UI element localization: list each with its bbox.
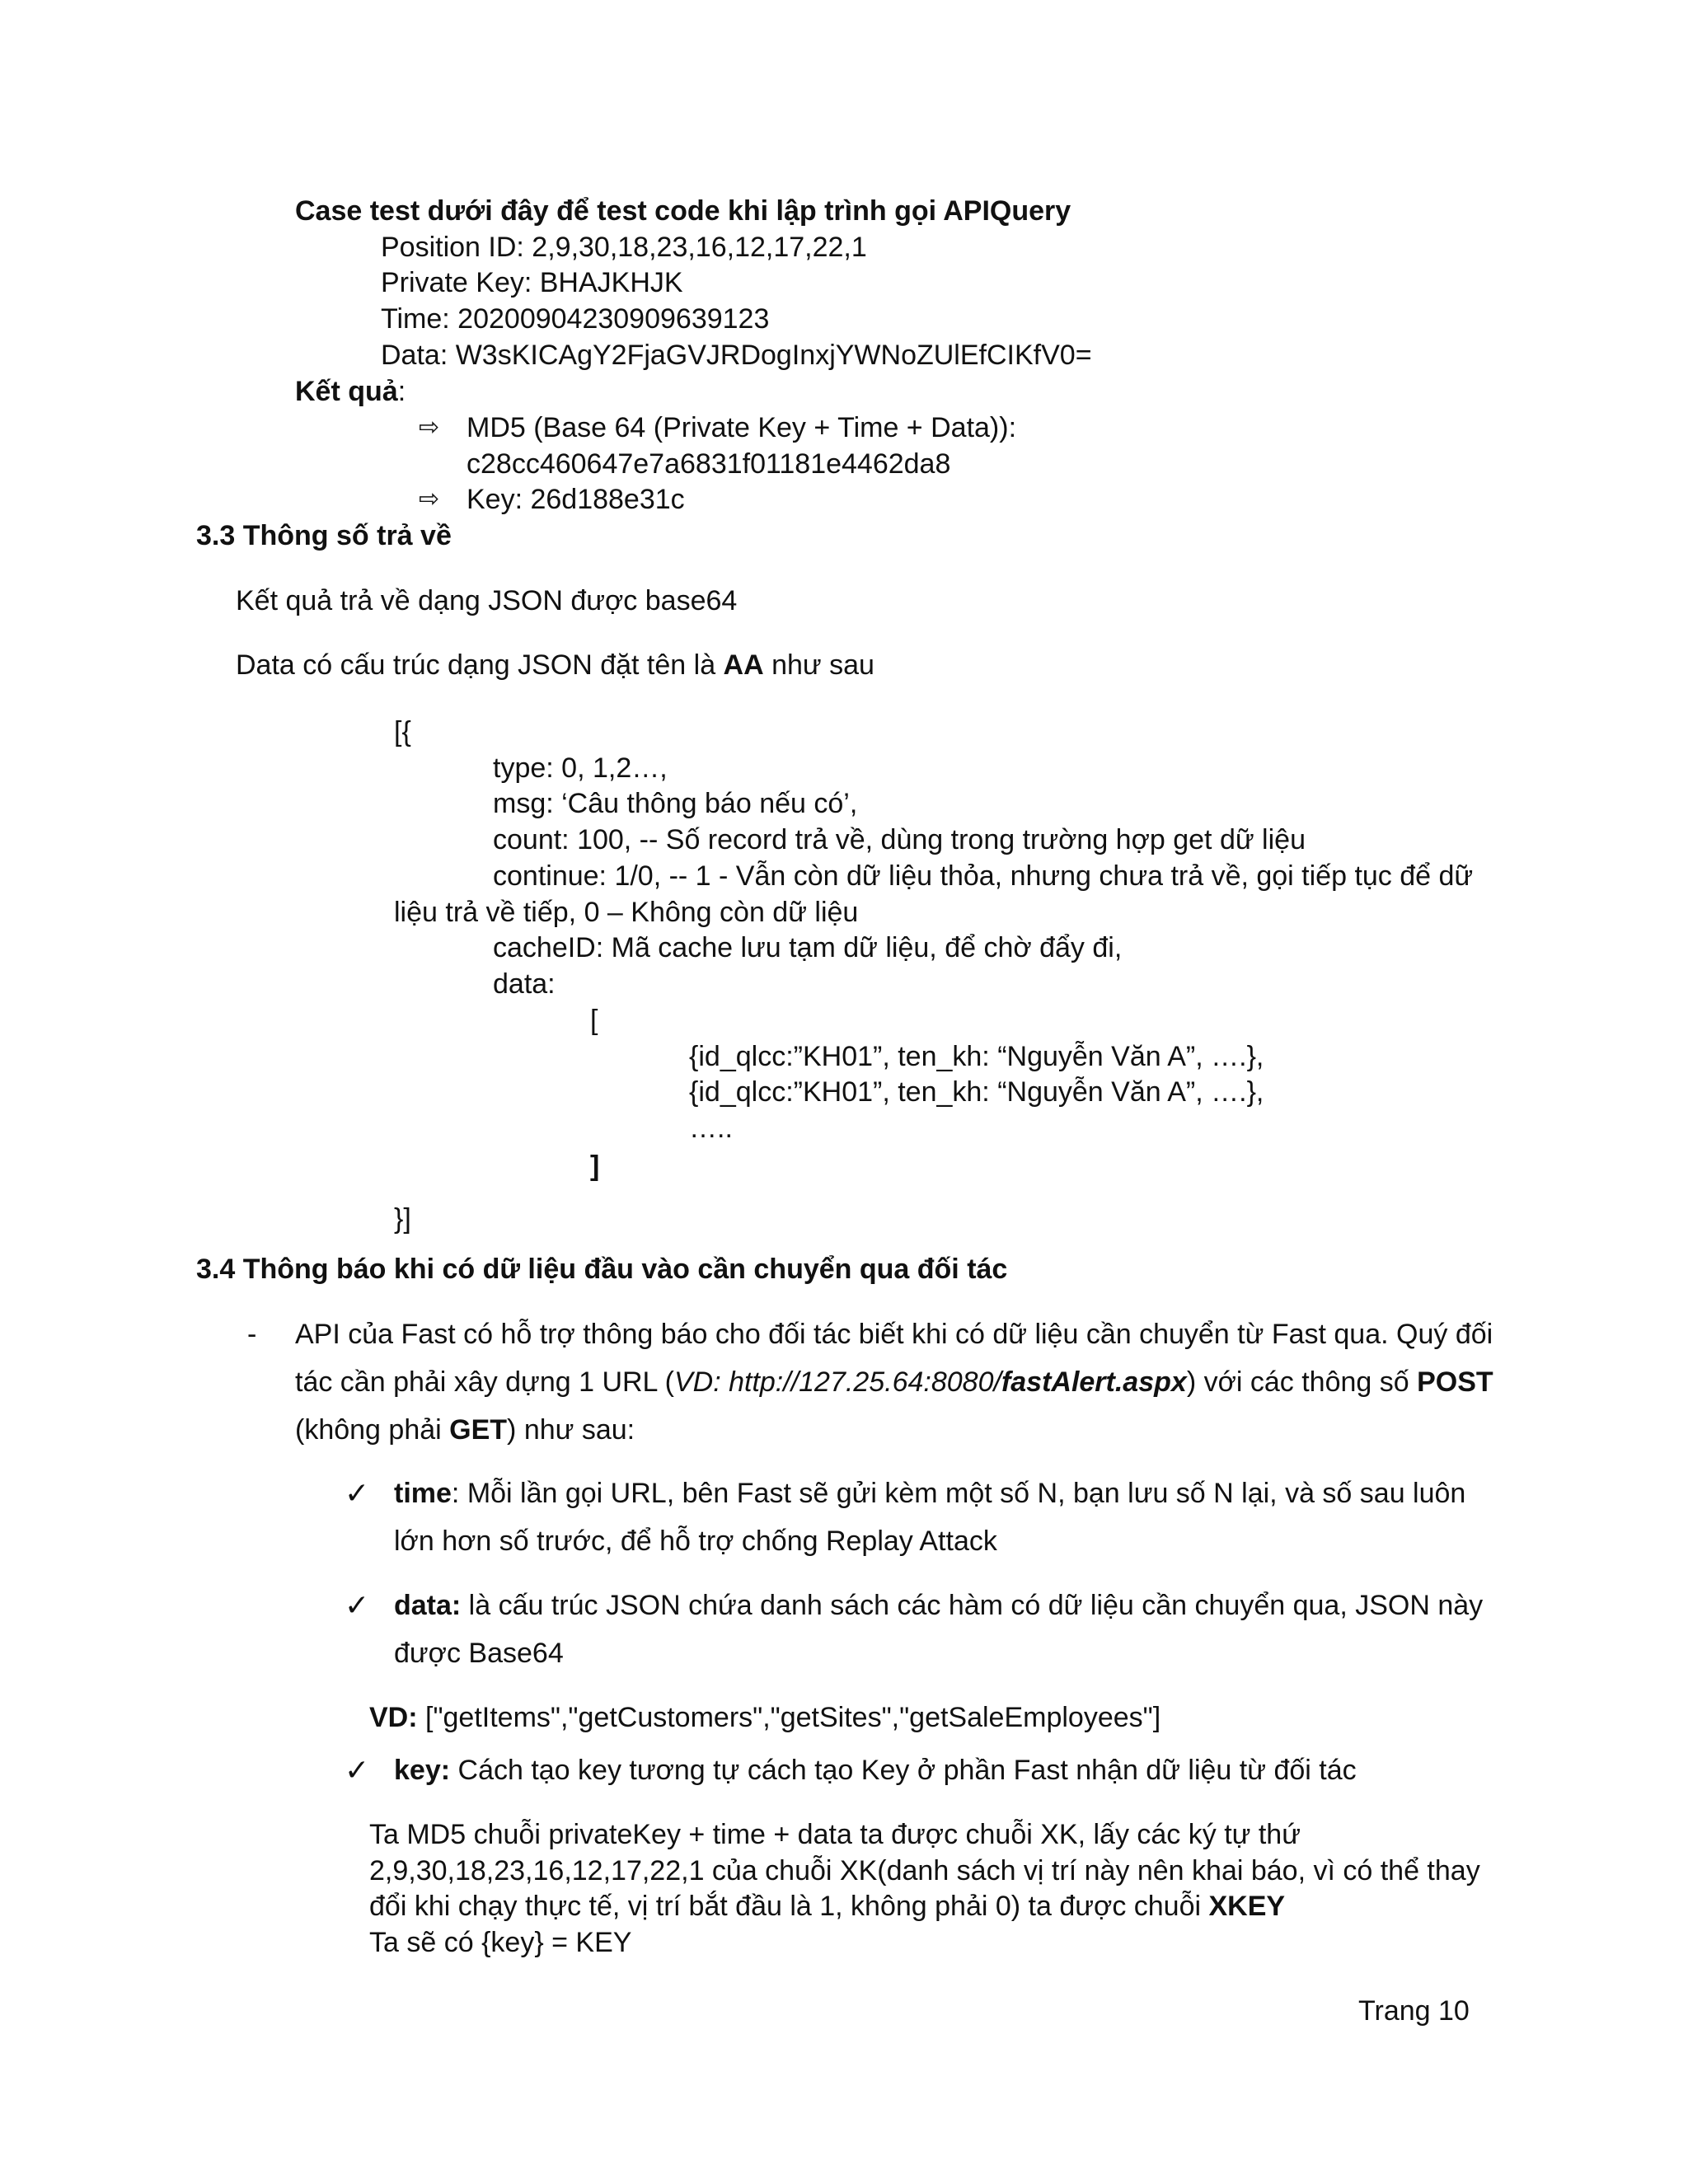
bullet-dash: - — [247, 1319, 257, 1350]
example-line — [369, 1699, 1160, 1736]
data-param-line-2: được Base64 — [394, 1638, 564, 1669]
section-3-3-paragraph-2 — [236, 647, 874, 683]
intro3-pre: (không phải — [295, 1414, 450, 1446]
json-cacheid-line: cacheID: Mã cache lưu tạm dữ liệu, để chờ đẩy đi, — [493, 932, 1123, 963]
test-case-heading: Case test dưới đây để test code khi lập trình gọi APIQuery — [295, 195, 1071, 227]
key-explain-pre: đổi khi chạy thực tế, vị trí bắt đầu là 1, không phải 0) ta được chuỗi — [369, 1891, 1209, 1922]
json-msg-line: msg: ‘Câu thông báo nếu có’, — [493, 788, 858, 819]
key-explain-line-1: Ta MD5 chuỗi privateKey + time + data ta được chuỗi XK, lấy các ký tự thứ — [369, 1819, 1301, 1850]
md5-label: MD5 (Base 64 (Private Key + Time + Data)): — [467, 412, 1017, 443]
section-3-3-paragraph-1: Kết quả trả về dạng JSON được base64 — [236, 585, 738, 616]
json-continue-line: continue: 1/0, -- 1 - Vẫn còn dữ liệu thỏa, nhưng chưa trả về, gọi tiếp tục để dữ — [493, 860, 1474, 892]
get-keyword: GET — [449, 1414, 508, 1446]
json-ellipsis: ….. — [689, 1113, 733, 1144]
json-data-line: data: — [493, 968, 556, 1000]
key-explain-line-4: Ta sẽ có {key} = KEY — [369, 1927, 632, 1958]
time-param-line-1 — [394, 1475, 1465, 1511]
json-row-1: {id_qlcc:”KH01”, ten_kh: “Nguyễn Văn A”, ….}, — [689, 1041, 1264, 1072]
key-param-line — [394, 1752, 1357, 1788]
result-label-line — [295, 373, 406, 410]
checkmark-icon: ✓ — [345, 1753, 370, 1787]
key-explain-line-2: 2,9,30,18,23,16,12,17,22,1 của chuỗi XK(danh sách vị trí này nên khai báo, vì có thể thay — [369, 1855, 1480, 1886]
key-explain-line-3 — [369, 1888, 1285, 1924]
intro2-pre: tác cần phải xây dựng 1 URL ( — [295, 1366, 674, 1398]
time-param-label: time — [394, 1478, 452, 1509]
xkey-keyword: XKEY — [1208, 1891, 1286, 1922]
example-url: VD: http://127.25.64:8080/ — [673, 1366, 1001, 1398]
p2-text-bold: AA — [723, 649, 764, 681]
data-param-text: là cấu trúc JSON chứa danh sách các hàm có dữ liệu cần chuyển qua, JSON này — [461, 1590, 1484, 1621]
data-param-label: data: — [394, 1590, 462, 1621]
intro3-post: ) như sau: — [507, 1414, 635, 1446]
checkmark-icon: ✓ — [345, 1476, 370, 1510]
result-label: Kết quả — [295, 376, 398, 407]
key-result-line: Key: 26d188e31c — [467, 484, 685, 515]
json-open-bracket: [{ — [394, 716, 411, 748]
result-colon: : — [397, 376, 406, 407]
intro-line-2 — [295, 1364, 1493, 1400]
json-array-close: ] — [590, 1151, 600, 1182]
data-param-line-1 — [394, 1587, 1483, 1624]
time-param-text: : Mỗi lần gọi URL, bên Fast sẽ gửi kèm một số N, bạn lưu số N lại, và số sau luôn — [451, 1478, 1466, 1509]
p2-text-post: như sau — [763, 649, 874, 681]
section-3-4-heading: 3.4 Thông báo khi có dữ liệu đầu vào cần chuyển qua đối tác — [196, 1254, 1008, 1285]
json-close-bracket: }] — [394, 1203, 411, 1235]
arrow-right-icon: ⇨ — [419, 414, 440, 441]
position-id-line: Position ID: 2,9,30,18,23,16,12,17,22,1 — [381, 232, 867, 263]
intro2-post: ) với các thông số — [1186, 1366, 1418, 1398]
md5-value: c28cc460647e7a6831f01181e4462da8 — [467, 448, 951, 480]
json-count-line: count: 100, -- Số record trả về, dùng trong trường hợp get dữ liệu — [493, 824, 1306, 855]
intro-line-3 — [295, 1412, 635, 1448]
json-row-2: {id_qlcc:”KH01”, ten_kh: “Nguyễn Văn A”, ….}, — [689, 1076, 1264, 1108]
example-label: VD: — [369, 1702, 418, 1733]
private-key-line: Private Key: BHAJKHJK — [381, 267, 683, 298]
data-line: Data: W3sKICAgY2FjaGVJRDogInxjYWNoZUlEfCIKfV0= — [381, 340, 1092, 371]
arrow-right-icon: ⇨ — [419, 485, 440, 513]
json-array-open: [ — [590, 1005, 598, 1036]
time-line: Time: 20200904230909639123 — [381, 303, 770, 335]
example-value: ["getItems","getCustomers","getSites","getSaleEmployees"] — [417, 1702, 1161, 1733]
example-url-page: fastAlert.aspx — [1001, 1366, 1187, 1398]
json-type-line: type: 0, 1,2…, — [493, 752, 668, 784]
p2-text-pre: Data có cấu trúc dạng JSON đặt tên là — [236, 649, 724, 681]
json-continue-line-wrap: liệu trả về tiếp, 0 – Không còn dữ liệu — [394, 897, 859, 928]
intro-line-1: API của Fast có hỗ trợ thông báo cho đối tác biết khi có dữ liệu cần chuyển từ Fast qua. Quý đối — [295, 1319, 1493, 1350]
time-param-line-2: lớn hơn số trước, để hỗ trợ chống Replay Attack — [394, 1526, 997, 1557]
post-keyword: POST — [1417, 1366, 1493, 1398]
checkmark-icon: ✓ — [345, 1588, 370, 1622]
key-param-text: Cách tạo key tương tự cách tạo Key ở phần Fast nhận dữ liệu từ đối tác — [450, 1755, 1357, 1786]
page-number: Trang 10 — [1358, 1995, 1470, 2027]
section-3-3-heading: 3.3 Thông số trả về — [196, 520, 452, 551]
key-param-label: key: — [394, 1755, 451, 1786]
